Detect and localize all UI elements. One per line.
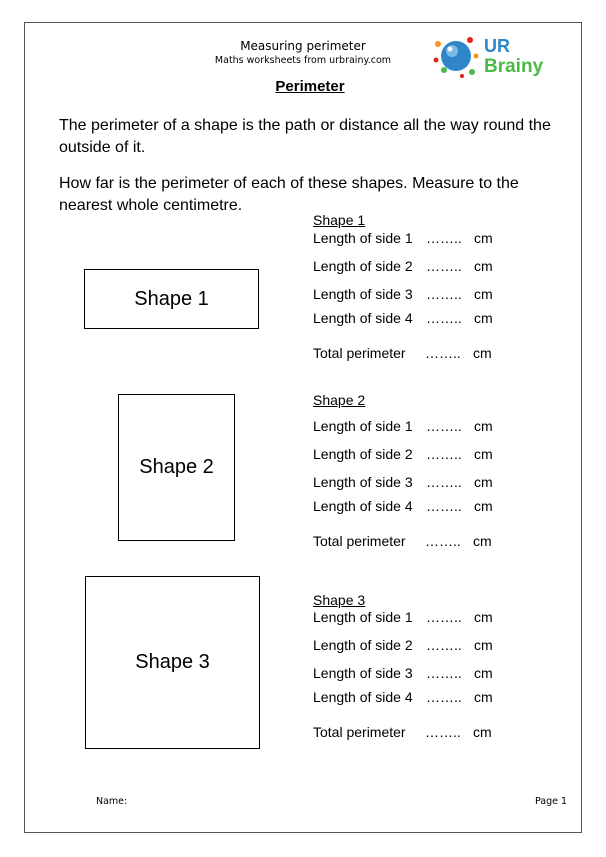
shape-3-square bbox=[85, 576, 260, 749]
logo-text-ur: UR bbox=[484, 36, 510, 56]
shape-1-total-row bbox=[313, 345, 492, 361]
intro-paragraph-1: The perimeter of a shape is the path or distance all the way round the outside of it. bbox=[59, 117, 551, 156]
unit-label: cm bbox=[473, 724, 492, 740]
side-label: Length of side 4 bbox=[313, 498, 413, 514]
total-label: Total perimeter bbox=[313, 345, 406, 361]
shape-2-total-row bbox=[313, 533, 492, 549]
shape-3-side-3-row bbox=[313, 665, 493, 681]
intro-paragraph-2: How far is the perimeter of each of these shapes. Measure to the nearest whole centimetre. bbox=[59, 175, 519, 214]
shape-2-side-3-row bbox=[313, 474, 493, 490]
side-label: Length of side 4 bbox=[313, 310, 413, 326]
shape-2-rectangle bbox=[118, 394, 235, 541]
answer-blank: …….. bbox=[426, 310, 462, 326]
unit-label: cm bbox=[474, 474, 493, 490]
answer-blank: …….. bbox=[426, 665, 462, 681]
side-label: Length of side 2 bbox=[313, 446, 413, 462]
shape-1-side-2-row bbox=[313, 258, 493, 274]
side-label: Length of side 1 bbox=[313, 418, 413, 434]
unit-label: cm bbox=[474, 310, 493, 326]
side-label: Length of side 3 bbox=[313, 286, 413, 302]
answer-blank: …….. bbox=[426, 230, 462, 246]
shape-3-title: Shape 3 bbox=[313, 592, 366, 608]
shape-3-side-2-row bbox=[313, 637, 493, 653]
shape-3-label: Shape 3 bbox=[135, 651, 210, 673]
unit-label: cm bbox=[474, 286, 493, 302]
shape-2-label: Shape 2 bbox=[139, 456, 214, 478]
side-label: Length of side 2 bbox=[313, 258, 413, 274]
unit-label: cm bbox=[473, 345, 492, 361]
answer-blank: …….. bbox=[426, 446, 462, 462]
shape-3-side-4-row bbox=[313, 689, 493, 705]
answer-blank: …….. bbox=[425, 533, 461, 549]
answer-blank: …….. bbox=[426, 689, 462, 705]
logo-text-brainy: Brainy bbox=[484, 56, 544, 77]
page-number: Page 1 bbox=[535, 796, 568, 807]
shape-2-side-2-row bbox=[313, 446, 493, 462]
answer-blank: …….. bbox=[426, 498, 462, 514]
name-label: Name: bbox=[96, 796, 128, 807]
answer-blank: …….. bbox=[426, 474, 462, 490]
shape-1-side-1-row bbox=[313, 230, 493, 246]
unit-label: cm bbox=[474, 418, 493, 434]
total-label: Total perimeter bbox=[313, 533, 406, 549]
side-label: Length of side 4 bbox=[313, 689, 413, 705]
urbrainy-logo bbox=[432, 30, 552, 82]
total-label: Total perimeter bbox=[313, 724, 406, 740]
answer-blank: …….. bbox=[426, 286, 462, 302]
side-label: Length of side 3 bbox=[313, 474, 413, 490]
unit-label: cm bbox=[474, 230, 493, 246]
shape-1-label: Shape 1 bbox=[134, 287, 209, 310]
answer-blank: …….. bbox=[426, 637, 462, 653]
answer-blank: …….. bbox=[426, 609, 462, 625]
shape-1-rectangle bbox=[84, 269, 259, 329]
unit-label: cm bbox=[474, 689, 493, 705]
answer-blank: …….. bbox=[425, 724, 461, 740]
worksheet-title: Measuring perimeter bbox=[240, 39, 366, 53]
shape-2-side-4-row bbox=[313, 498, 493, 514]
answer-blank: …….. bbox=[425, 345, 461, 361]
urbrainy-logo-graphic bbox=[432, 30, 552, 82]
unit-label: cm bbox=[474, 446, 493, 462]
shape-1-side-3-row bbox=[313, 286, 493, 302]
page-heading: Perimeter bbox=[275, 78, 345, 95]
unit-label: cm bbox=[474, 637, 493, 653]
unit-label: cm bbox=[474, 609, 493, 625]
unit-label: cm bbox=[474, 665, 493, 681]
unit-label: cm bbox=[474, 258, 493, 274]
worksheet-subtitle: Maths worksheets from urbrainy.com bbox=[214, 55, 392, 66]
shape-3-side-1-row bbox=[313, 609, 493, 625]
side-label: Length of side 3 bbox=[313, 665, 413, 681]
side-label: Length of side 1 bbox=[313, 609, 413, 625]
unit-label: cm bbox=[473, 533, 492, 549]
unit-label: cm bbox=[474, 498, 493, 514]
answer-blank: …….. bbox=[426, 258, 462, 274]
shape-1-side-4-row bbox=[313, 310, 493, 326]
answer-blank: …….. bbox=[426, 418, 462, 434]
shape-2-side-1-row bbox=[313, 418, 493, 434]
shape-2-title: Shape 2 bbox=[313, 392, 366, 408]
shape-1-title: Shape 1 bbox=[313, 212, 366, 228]
side-label: Length of side 1 bbox=[313, 230, 413, 246]
side-label: Length of side 2 bbox=[313, 637, 413, 653]
shape-3-total-row bbox=[313, 724, 492, 740]
